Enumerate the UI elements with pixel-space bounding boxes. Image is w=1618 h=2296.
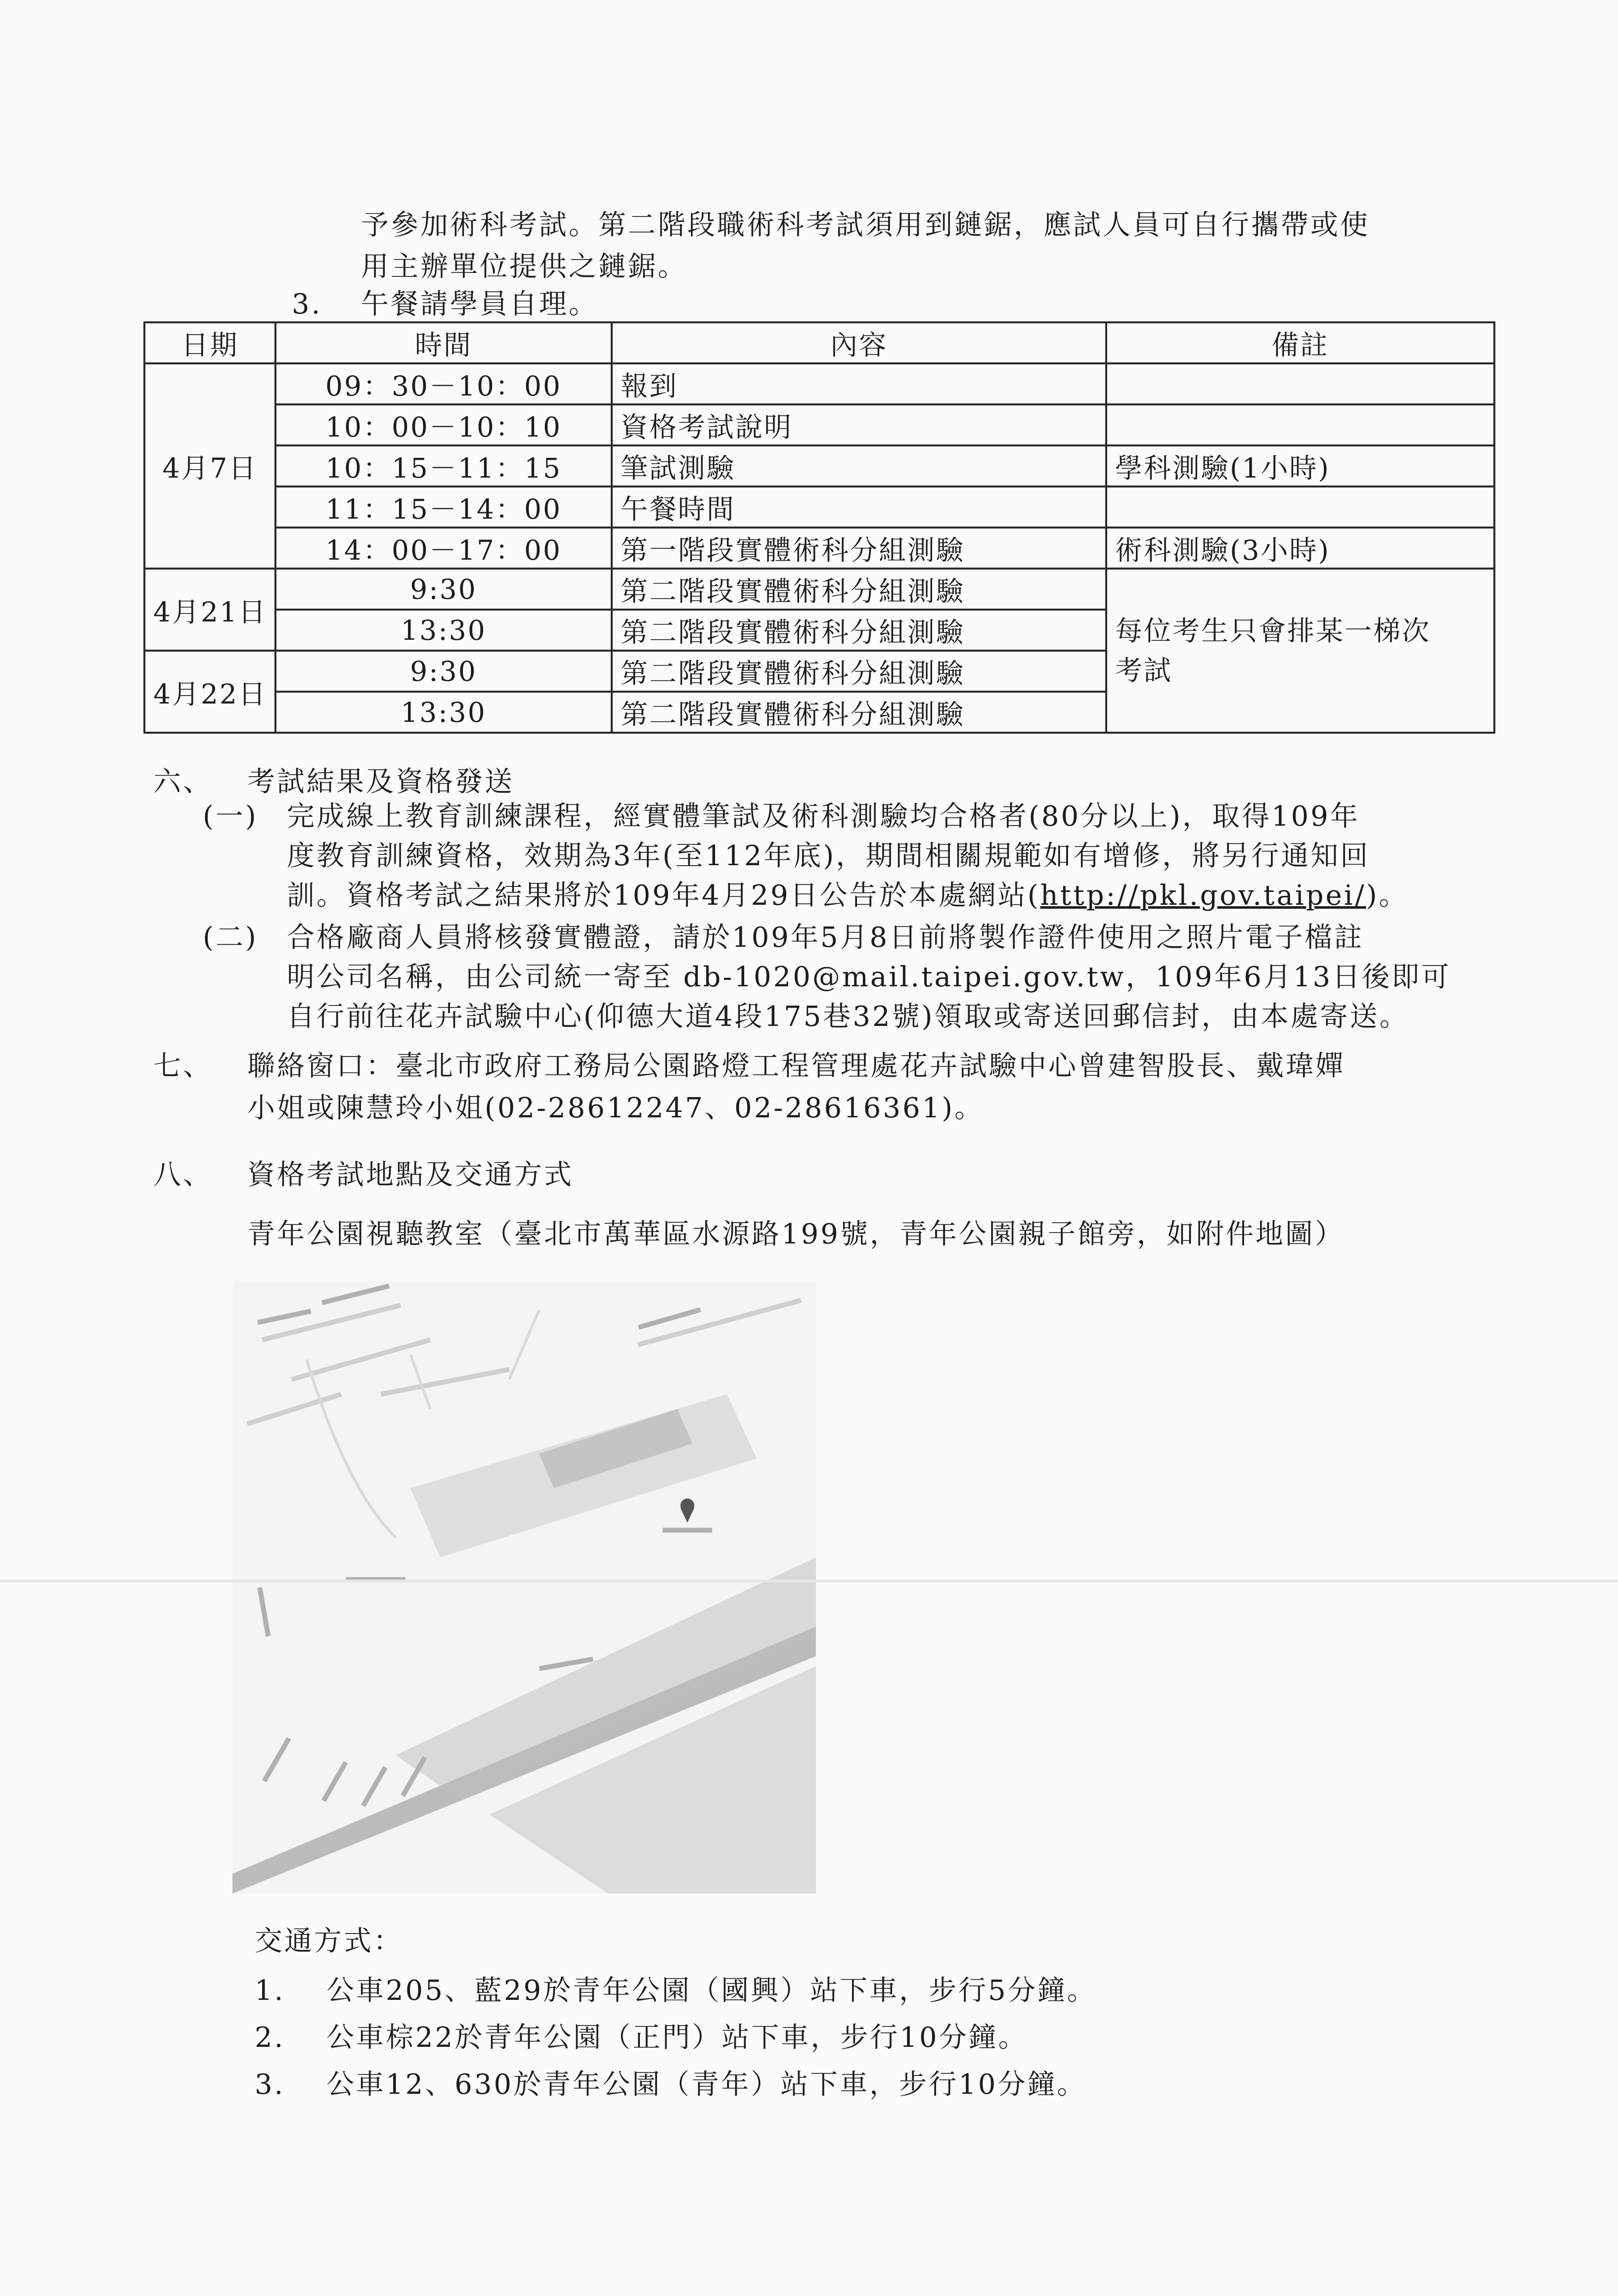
transport-item-3: 公車12、630於青年公園（青年）站下車，步行10分鐘。	[326, 2069, 1087, 2101]
transport-item-2-number: 2.	[255, 2022, 285, 2054]
header-time: 時間	[275, 322, 612, 363]
content-cell: 第二階段實體術科分組測驗	[612, 569, 1106, 610]
time-cell: 9:30	[275, 651, 612, 692]
section-6-title: 考試結果及資格發送	[247, 766, 514, 798]
section-7-line-2: 小姐或陳慧玲小姐(02-28612247、02-28616361)。	[247, 1092, 985, 1124]
stage2-note-line-2: 考試	[1115, 655, 1173, 686]
section-6-p2-line-2: 明公司名稱，由公司統一寄至 db-1020@mail.taipei.gov.tw，109年6月13日後即可	[287, 961, 1451, 993]
section-6-p1-line-1: 完成線上教育訓練課程，經實體筆試及術科測驗均合格者(80分以上)，取得109年	[287, 800, 1360, 833]
note-cell	[1106, 404, 1494, 445]
transport-title: 交通方式：	[255, 1925, 403, 1957]
date-cell: 4月22日	[144, 651, 275, 733]
table-row	[144, 486, 1494, 528]
stage2-note-line-1: 每位考生只會排某一梯次	[1115, 615, 1431, 647]
content-cell: 午餐時間	[612, 486, 1106, 528]
section-6-p1-line-3	[287, 875, 1408, 917]
note-cell: 術科測驗(3小時)	[1106, 528, 1494, 569]
transport-item-3-number: 3.	[255, 2069, 285, 2101]
header-date: 日期	[144, 322, 275, 363]
table-row	[144, 528, 1494, 569]
transport-item-1: 公車205、藍29於青年公園（國興）站下車，步行5分鐘。	[326, 1975, 1097, 2007]
table-row	[144, 363, 1494, 404]
header-note: 備註	[1106, 322, 1494, 363]
table-row	[144, 445, 1494, 486]
date-cell: 4月21日	[144, 569, 275, 651]
section-6-p1-line-2: 度教育訓練資格，效期為3年(至112年底)，期間相關規範如有增修，將另行通知回	[287, 840, 1370, 872]
table-row	[144, 569, 1494, 610]
section-6-number: 六、	[153, 766, 213, 798]
map-graphic	[232, 1280, 816, 1894]
header-content: 內容	[612, 322, 1106, 363]
section-7-number: 七、	[153, 1050, 213, 1082]
section-6-p1-line-3b: )。	[1366, 880, 1409, 912]
section-6-p2-line-3: 自行前往花卉試驗中心(仰德大道4段175巷32號)領取或寄送回郵信封，由本處寄送。	[287, 1001, 1409, 1033]
section-6-p2-line-1: 合格廠商人員將核發實體證，請於109年5月8日前將製作證件使用之照片電子檔註	[287, 922, 1364, 954]
time-cell: 14：00－17：00	[275, 528, 612, 569]
section-6-p1-line-3a: 訓。資格考試之結果將於109年4月29日公告於本處網站(	[287, 880, 1040, 912]
schedule-table	[143, 321, 1495, 734]
note-cell	[1106, 363, 1494, 404]
section-8-number: 八、	[153, 1159, 213, 1191]
section-6-p2-number: (二)	[203, 922, 258, 954]
item-3-number: 3.	[292, 288, 322, 320]
stage2-note-cell	[1106, 569, 1494, 733]
item-3-text: 午餐請學員自理。	[361, 288, 598, 320]
section-8-location: 青年公園視聽教室（臺北市萬華區水源路199號，青年公園親子館旁，如附件地圖）	[247, 1218, 1345, 1250]
section-7-line-1: 聯絡窗口：臺北市政府工務局公園路燈工程管理處花卉試驗中心曾建智股長、戴瑋嬋	[247, 1050, 1345, 1082]
paper-fold-line	[0, 1580, 1618, 1583]
website-link[interactable]: http://pkl.gov.taipei/	[1040, 880, 1366, 912]
note-cell	[1106, 486, 1494, 528]
time-cell: 11：15－14：00	[275, 486, 612, 528]
time-cell: 10：15－11：15	[275, 445, 612, 486]
section-6-p1-number: (一)	[203, 800, 258, 833]
intro-line-1: 予參加術科考試。第二階段職術科考試須用到鏈鋸，應試人員可自行攜帶或使	[361, 209, 1370, 241]
time-cell: 9:30	[275, 569, 612, 610]
time-cell: 10：00－10：10	[275, 404, 612, 445]
time-cell: 13:30	[275, 692, 612, 733]
content-cell: 第二階段實體術科分組測驗	[612, 610, 1106, 651]
time-cell: 09：30－10：00	[275, 363, 612, 404]
content-cell: 筆試測驗	[612, 445, 1106, 486]
location-map	[232, 1280, 816, 1894]
section-8-title: 資格考試地點及交通方式	[247, 1159, 574, 1191]
content-cell: 報到	[612, 363, 1106, 404]
date-cell: 4月7日	[144, 363, 275, 569]
content-cell: 資格考試說明	[612, 404, 1106, 445]
note-cell: 學科測驗(1小時)	[1106, 445, 1494, 486]
transport-item-1-number: 1.	[255, 1975, 285, 2007]
content-cell: 第一階段實體術科分組測驗	[612, 528, 1106, 569]
table-row	[144, 404, 1494, 445]
content-cell: 第二階段實體術科分組測驗	[612, 692, 1106, 733]
time-cell: 13:30	[275, 610, 612, 651]
intro-line-2: 用主辦單位提供之鏈鋸。	[361, 251, 687, 283]
table-header-row	[144, 322, 1494, 363]
content-cell: 第二階段實體術科分組測驗	[612, 651, 1106, 692]
transport-item-2: 公車棕22於青年公園（正門）站下車，步行10分鐘。	[326, 2022, 1028, 2054]
